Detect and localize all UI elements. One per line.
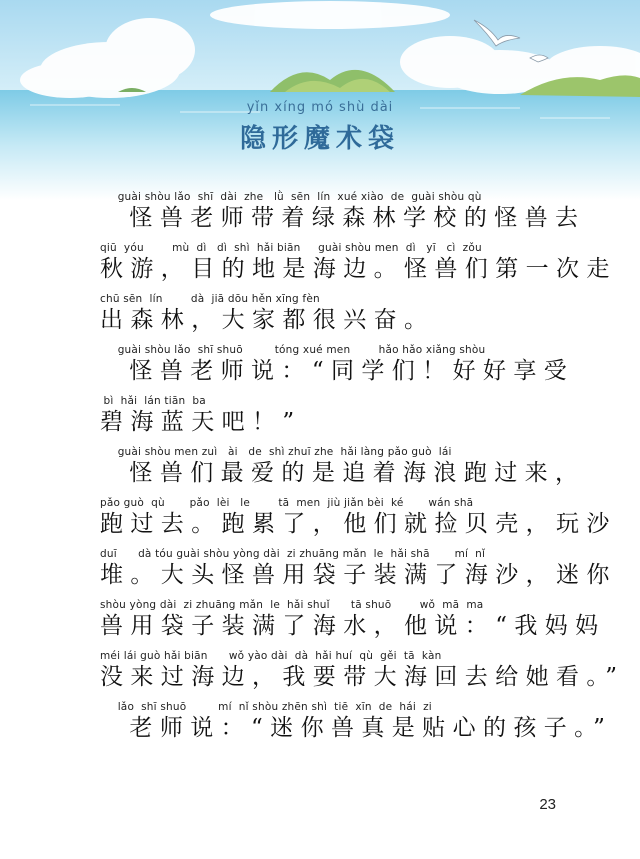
pinyin-line: bì hǎi lán tiān ba bbox=[100, 395, 206, 407]
title-pinyin: yǐn xíng mó shù dài bbox=[246, 100, 394, 115]
hanzi-line: 碧海蓝天吧！” bbox=[100, 409, 302, 435]
text-line bbox=[100, 241, 617, 283]
pinyin-line: qiū yóu mù dì dì shì hǎi biān guài shòu men dì yī cì zǒu bbox=[100, 242, 482, 254]
text-line bbox=[100, 292, 560, 334]
text-line bbox=[100, 496, 617, 538]
text-line bbox=[100, 598, 606, 640]
hanzi-line: 兽用袋子装满了海水，他说：“我妈妈 bbox=[100, 613, 606, 639]
pinyin-line: chū sēn lín dà jiā dōu hěn xīng fèn bbox=[100, 293, 320, 305]
hanzi-line: 跑过去。跑累了，他们就捡贝壳，玩沙 bbox=[100, 511, 617, 537]
text-line bbox=[100, 700, 613, 742]
pinyin-line: pǎo guò qù pǎo lèi le tā men jiù jiǎn bèi ké wán shā bbox=[100, 497, 474, 509]
text-line bbox=[100, 190, 586, 232]
pinyin-line: méi lái guò hǎi biān wǒ yào dài dà hǎi huí qù gěi tā kàn bbox=[100, 650, 442, 662]
hanzi-line: 怪兽老师说：“同学们！好好享受 bbox=[100, 358, 575, 384]
page-number: 23 bbox=[539, 796, 556, 813]
hanzi-line: 堆。大头怪兽用袋子装满了海沙，迷你 bbox=[100, 562, 617, 588]
hanzi-line: 没来过海边，我要带大海回去给她看。” bbox=[100, 664, 625, 690]
text-line bbox=[100, 394, 560, 436]
hanzi-line: 怪兽们最爱的是追着海浪跑过来， bbox=[100, 460, 586, 486]
pinyin-line: guài shòu lǎo shī shuō tóng xué men hǎo hǎo xiǎng shòu bbox=[100, 344, 486, 356]
text-line bbox=[100, 649, 625, 691]
hanzi-line: 怪兽老师带着绿森林学校的怪兽去 bbox=[100, 205, 586, 231]
pinyin-line: guài shòu lǎo shī dài zhe lǜ sēn lín xué xiào de guài shòu qù bbox=[100, 191, 482, 203]
text-line bbox=[100, 547, 617, 589]
pinyin-line: guài shòu men zuì ài de shì zhuī zhe hǎi làng pǎo guò lái bbox=[100, 446, 452, 458]
pinyin-line: shòu yòng dài zi zhuāng mǎn le hǎi shuǐ tā shuō wǒ mā ma bbox=[100, 599, 484, 611]
hanzi-line: 秋游，目的地是海边。怪兽们第一次走 bbox=[100, 256, 617, 282]
hanzi-line: 出森林，大家都很兴奋。 bbox=[100, 307, 435, 333]
page-title: 隐形魔术袋 bbox=[239, 124, 400, 154]
pinyin-line: lǎo shī shuō mí nǐ shòu zhēn shì tiē xīn de hái zi bbox=[100, 701, 432, 713]
hanzi-line: 老师说：“迷你兽真是贴心的孩子。” bbox=[100, 715, 613, 741]
text-line bbox=[100, 445, 586, 487]
pinyin-line: duī dà tóu guài shòu yòng dài zi zhuāng mǎn le hǎi shā mí nǐ bbox=[100, 548, 486, 560]
text-line bbox=[100, 343, 575, 385]
